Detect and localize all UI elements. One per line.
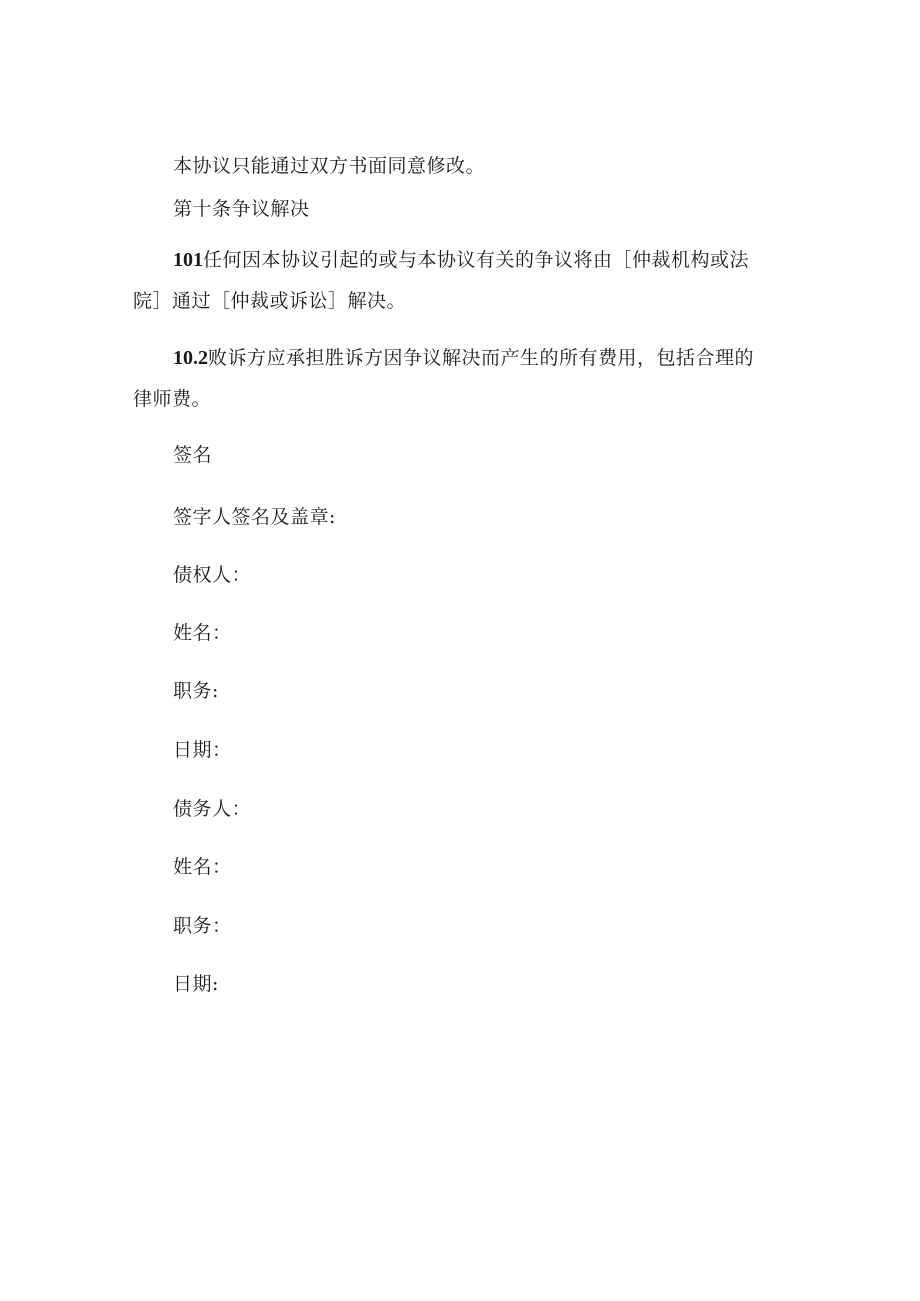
clause-10-2-line-2: 律师费。 — [133, 388, 212, 410]
debtor-label: 债务人： — [173, 798, 252, 820]
creditor-name-label: 姓名： — [173, 622, 232, 644]
clause-10-2-number: 10.2 — [173, 347, 208, 369]
signatory-label: 签字人签名及盖章: — [173, 506, 336, 528]
clause-10-1-line-1 — [173, 248, 749, 272]
article-10-heading: 第十条争议解决 — [173, 198, 310, 220]
clause-10-2-line-1 — [173, 346, 754, 370]
creditor-title-label: 职务: — [173, 680, 219, 702]
clause-10-1-line-2: 院］通过［仲裁或诉讼］解决。 — [133, 290, 407, 312]
debtor-title-label: 职务： — [173, 915, 232, 937]
debtor-date-label: 日期: — [173, 973, 219, 995]
creditor-date-label: 日期： — [173, 739, 232, 761]
creditor-label: 债权人： — [173, 564, 252, 586]
clause-10-2-text-1: 败诉方应承担胜诉方因争议解决而产生的所有费用，包括合理的 — [208, 347, 755, 369]
debtor-name-label: 姓名： — [173, 856, 232, 878]
clause-10-1-number: 101 — [173, 249, 203, 271]
clause-10-1-text-1: 任何因本协议引起的或与本协议有关的争议将由［仲裁机构或法 — [203, 249, 750, 271]
amendment-paragraph: 本协议只能通过双方书面同意修改。 — [173, 155, 486, 177]
signature-heading: 签名 — [173, 444, 213, 466]
